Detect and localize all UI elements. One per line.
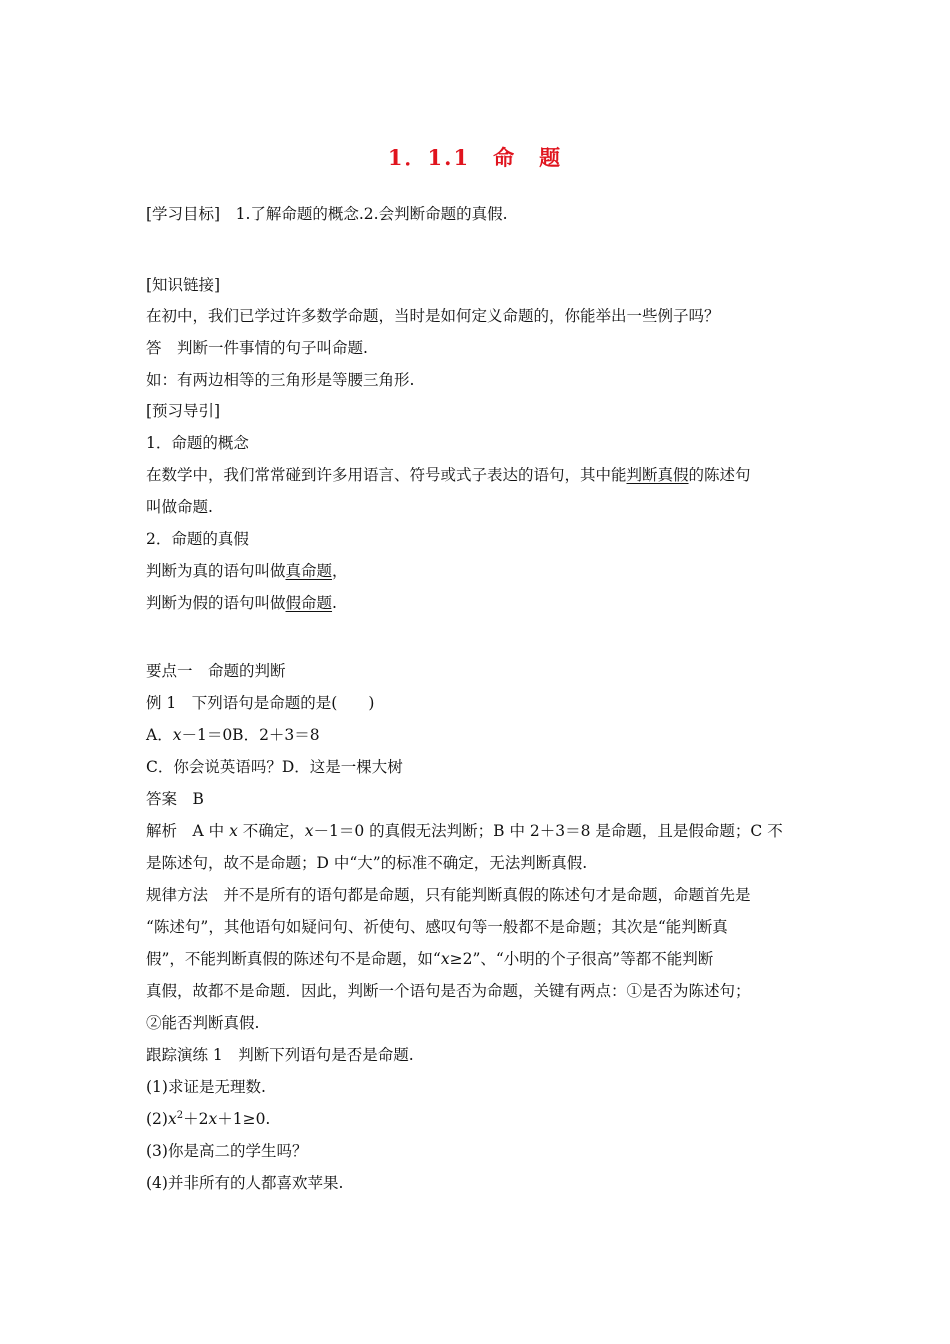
analysis-line2: 是陈述句，故不是命题；D 中“大”的标准不确定，无法判断真假. bbox=[146, 854, 588, 872]
method-line1: 规律方法 并不是所有的语句都是命题，只有能判断真假的陈述句才是命题，命题首先是 bbox=[146, 886, 751, 904]
knowledge-link-example: 如：有两边相等的三角形是等腰三角形. bbox=[146, 371, 415, 389]
method-line2: “陈述句”，其他语句如疑问句、祈使句、感叹句等一般都不是命题；其次是“能判断真 bbox=[146, 918, 728, 936]
underlined-term: 假命题 bbox=[285, 594, 333, 612]
method-line4: 真假，故都不是命题．因此，判断一个语句是否为命题，关键有两点：①是否为陈述句； bbox=[146, 982, 751, 1000]
options-ab bbox=[146, 724, 320, 746]
section1-text-cont: 叫做命题. bbox=[146, 498, 213, 516]
answer: 答案 B bbox=[146, 790, 204, 808]
section2-false bbox=[146, 592, 337, 614]
learning-objectives: [学习目标] 1.了解命题的概念.2.会判断命题的真假. bbox=[146, 205, 508, 223]
practice-label: 跟踪演练 1 判断下列语句是否是命题. bbox=[146, 1046, 414, 1064]
text: －1＝0 的真假无法判断；B 中 2＋3＝8 是命题，且是假命题；C 不 bbox=[313, 822, 783, 840]
options-cd: C．你会说英语吗？D．这是一棵大树 bbox=[146, 758, 403, 776]
text: 的陈述句 bbox=[688, 466, 751, 484]
method-line3 bbox=[146, 948, 713, 970]
text: －1＝0B．2＋3＝8 bbox=[181, 726, 320, 744]
practice-item-1: (1)求证是无理数. bbox=[146, 1078, 266, 1096]
analysis-line1 bbox=[146, 820, 783, 842]
text: 判断为真的语句叫做 bbox=[146, 562, 286, 580]
practice-item-3: (3)你是高二的学生吗？ bbox=[146, 1142, 308, 1160]
example1-label: 例 1 下列语句是命题的是( ) bbox=[146, 694, 375, 712]
section1-title: 1．命题的概念 bbox=[146, 434, 249, 452]
variable: x bbox=[208, 1110, 218, 1128]
knowledge-link-header: [知识链接] bbox=[146, 276, 221, 294]
variable: x bbox=[172, 726, 182, 744]
section1-text bbox=[146, 464, 751, 486]
text: 在数学中，我们常常碰到许多用语言、符号或式子表达的语句，其中能 bbox=[146, 466, 627, 484]
practice-item-2 bbox=[146, 1108, 270, 1130]
point1-header: 要点一 命题的判断 bbox=[146, 662, 286, 680]
text: A． bbox=[146, 726, 173, 744]
method-line5: ②能否判断真假. bbox=[146, 1014, 260, 1032]
knowledge-link-question: 在初中，我们已学过许多数学命题，当时是如何定义命题的，你能举出一些例子吗？ bbox=[146, 307, 720, 325]
variable: x bbox=[167, 1110, 177, 1128]
section2-true bbox=[146, 560, 348, 582]
section2-title: 2．命题的真假 bbox=[146, 530, 249, 548]
exponent: 2 bbox=[176, 1109, 184, 1121]
text: 不确定， bbox=[237, 822, 305, 840]
variable: x bbox=[229, 822, 238, 840]
knowledge-link-answer: 答 判断一件事情的句子叫命题. bbox=[146, 339, 368, 357]
text: ， bbox=[332, 562, 348, 580]
text: ＋1≥0. bbox=[217, 1110, 271, 1128]
underlined-term: 判断真假 bbox=[626, 466, 689, 484]
text: ＋2 bbox=[183, 1110, 209, 1128]
underlined-term: 真命题 bbox=[285, 562, 333, 580]
text: ≥2”、“小明的个子很高”等都不能判断 bbox=[449, 950, 714, 968]
variable: x bbox=[440, 950, 450, 968]
text: 假”，不能判断真假的陈述句不是命题，如“ bbox=[146, 950, 441, 968]
page-title: 1．1.1 命 题 bbox=[387, 145, 563, 170]
variable: x bbox=[304, 822, 314, 840]
practice-item-4: (4)并非所有的人都喜欢苹果. bbox=[146, 1174, 344, 1192]
preview-header: [预习导引] bbox=[146, 402, 221, 420]
text: (2) bbox=[146, 1110, 168, 1128]
text: 判断为假的语句叫做 bbox=[146, 594, 286, 612]
text: . bbox=[332, 594, 337, 612]
text: 解析 A 中 bbox=[146, 822, 230, 840]
